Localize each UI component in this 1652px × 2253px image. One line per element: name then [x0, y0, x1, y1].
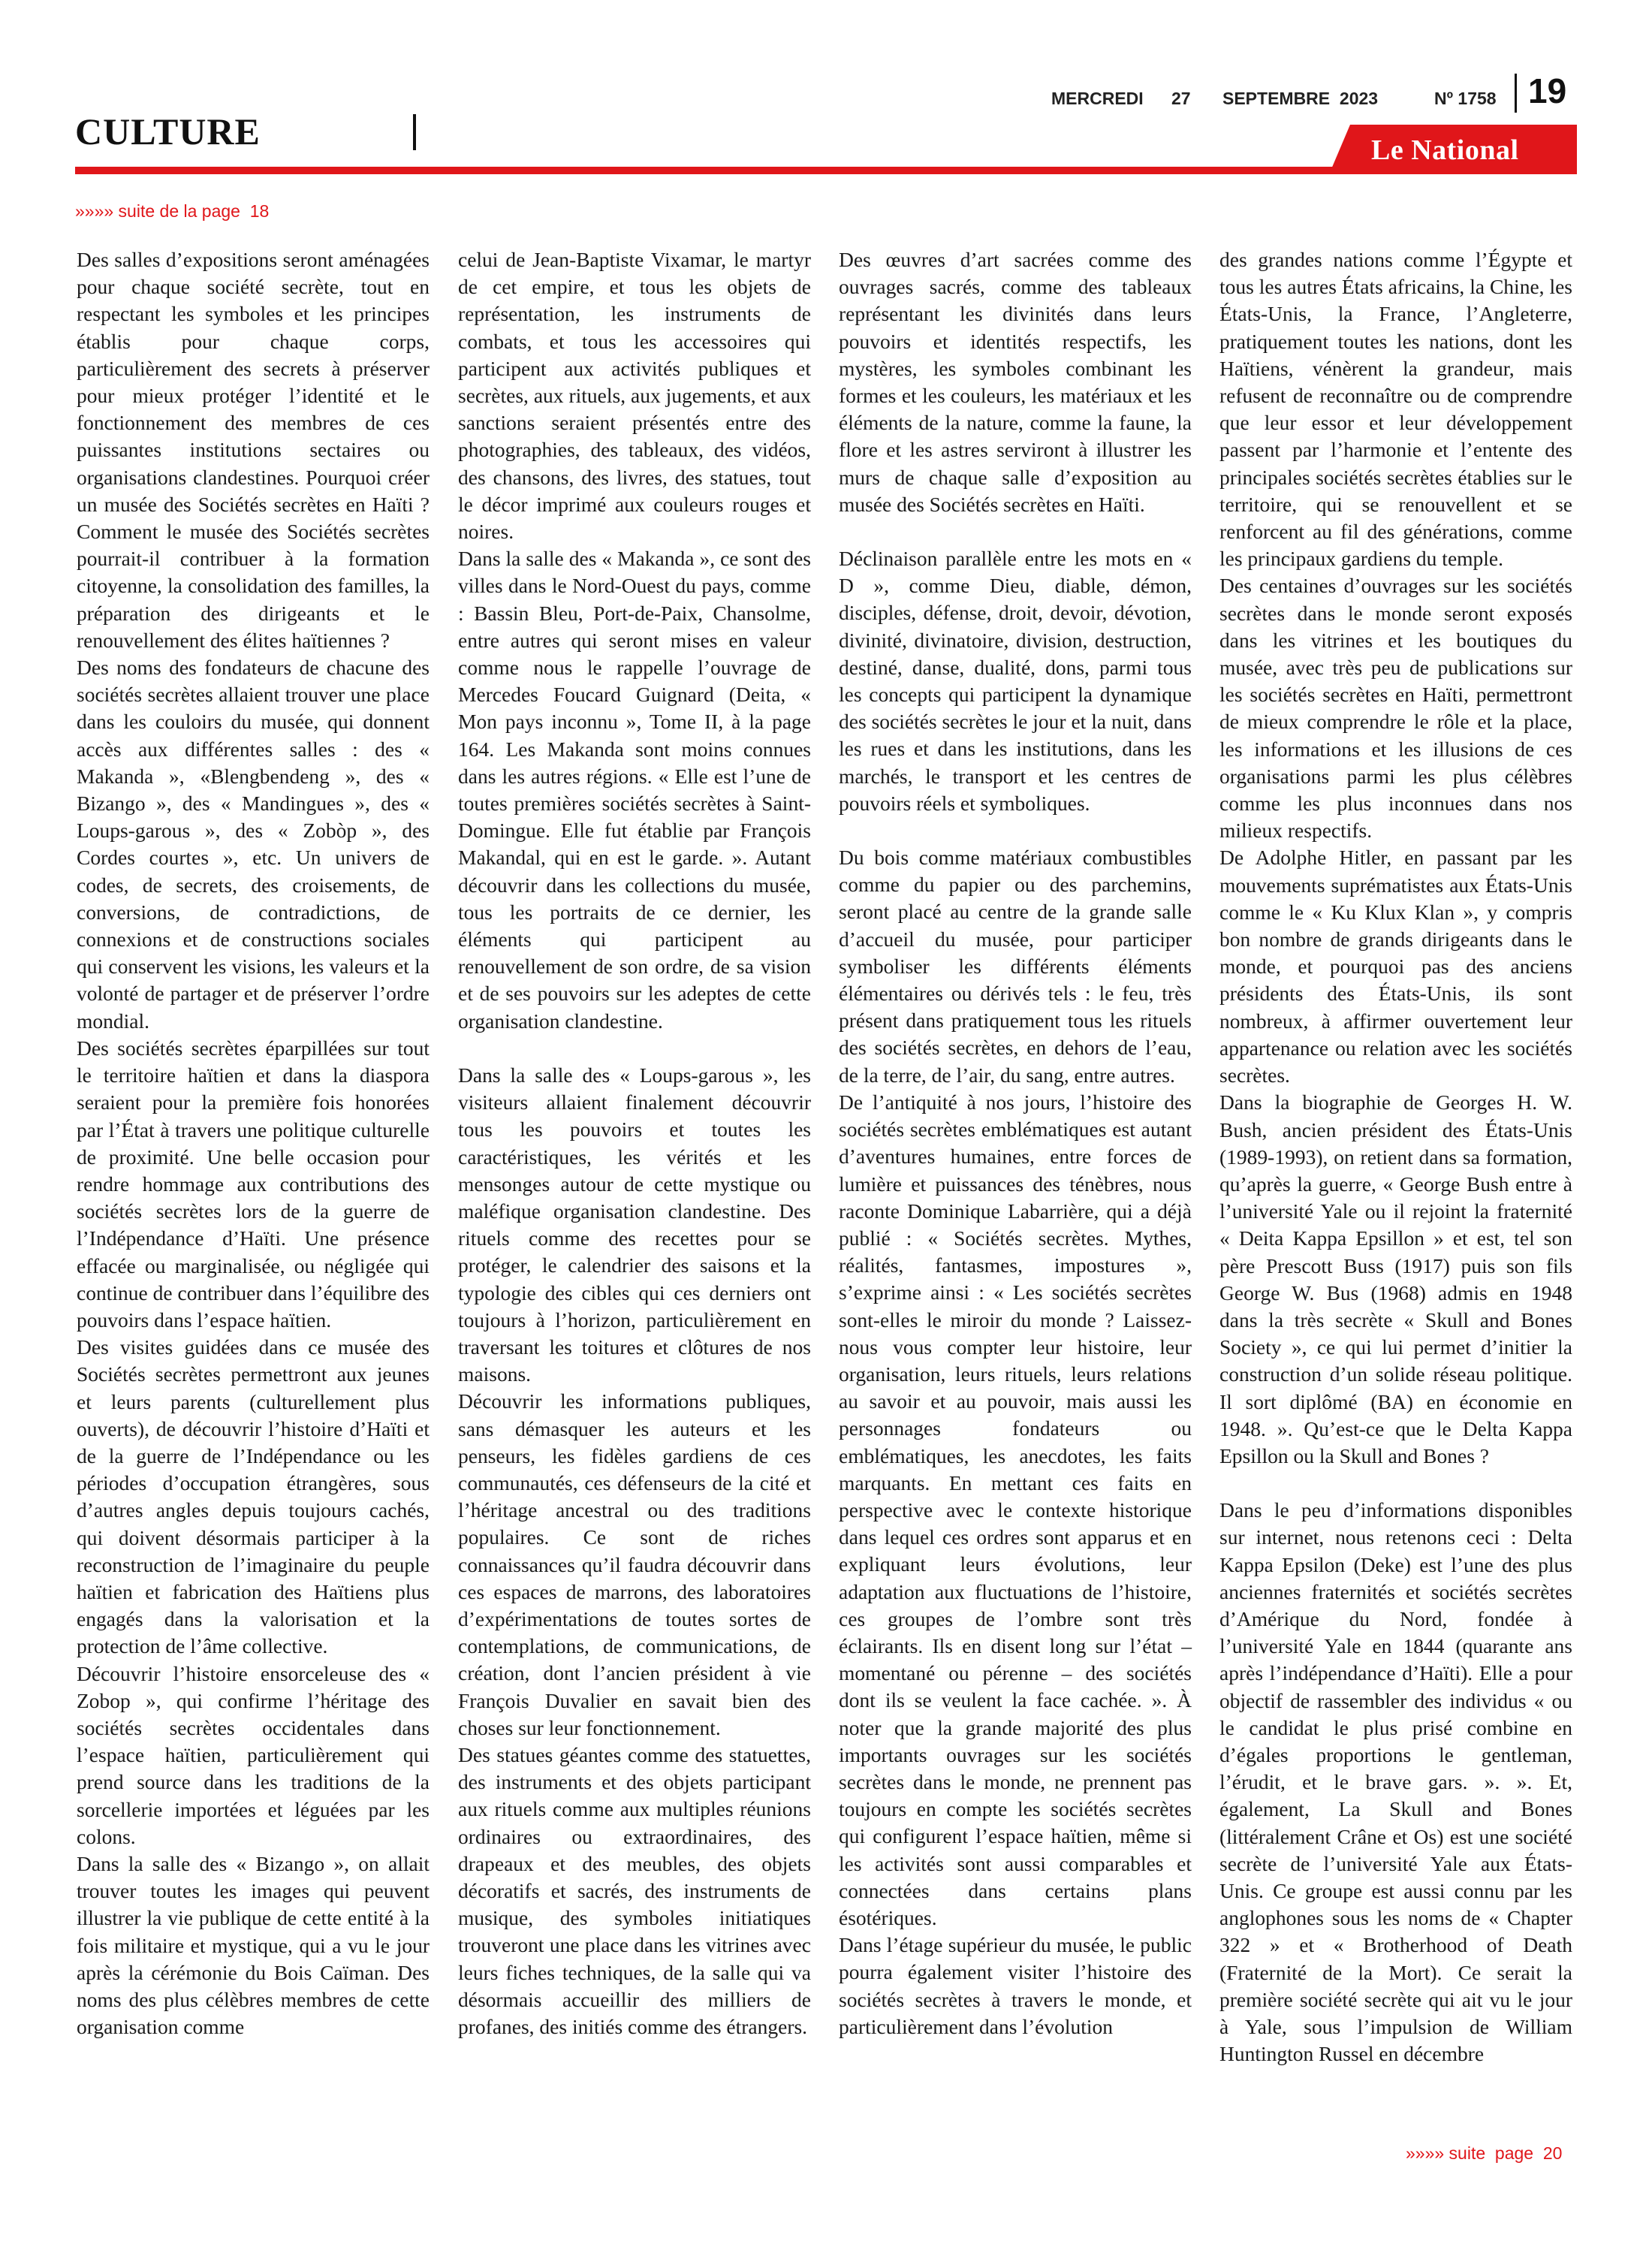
article-paragraph: Des statues géantes comme des statuettes, des instruments et des objets participant aux rituels comme aux multiples réunions ordinaires ou extraordinaires, des drapeaux et des meubles, des objets décoratifs et sacrés, des instruments de musique, des symboles initiatiques trouveront une place dans les vitrines avec leurs fiches techniques, de la salle qui va désormais accueillir des milliers de profanes, des initiés comme des étrangers.: [458, 1742, 811, 2038]
article-paragraph: Dans l’étage supérieur du musée, le public pourra également visiter l’histoire des sociétés secrètes à travers le monde, et particulièrement dans l’évolution: [839, 1933, 1192, 2038]
article-paragraph: Dans le peu d’informations disponibles sur internet, nous retenons ceci : Delta Kappa Epsilon (Deke) est l’une des plus anciennes fraternités et sociétés secrètes d’Amérique du Nord, fondée à l’université Yale en 1844 (quarante ans après l’indépendance d’Haïti). Elle a pour objectif de rassembler des individus « ou le candidat le plus prisé combine en d’égales proportions le gentleman, l’érudit, et le brave gars. ». ». Et, également, La Skull and Bones (littéralement Crâne et Os) est une société secrète de l’université Yale aux États-Unis. Ce groupe est aussi connu par les anglophones sous les noms de « Chapter 322 » et « Brotherhood of Death (Fraternité de la Mort). Ce serait la première société secrète qui ait vu le jour à Yale, sous l’impulsion de William Huntington Russel en décembre: [1219, 1498, 1572, 2066]
continued-to-link[interactable]: »»»» suite page 20: [1406, 2143, 1563, 2163]
article-paragraph: Des sociétés secrètes éparpillées sur tout le territoire haïtien et dans la diaspora seraient pour la première fois honorées par l’État à travers une politique culturelle de proximité. Une belle occasion pour rendre hommage aux contributions des sociétés secrètes lors de la guerre de l’Indépendance d’Haïti. Une présence effacée ou marginalisée, ou négligée qui continue de contribuer dans l’équilibre des pouvoirs dans l’espace haïtien.: [77, 1036, 430, 1332]
section-divider: [413, 114, 416, 150]
article-paragraph: Du bois comme matériaux combustibles comme du papier ou des parchemins, seront placé au centre de la grande salle d’accueil du musée, pour participer symboliser les différents éléments élémentaires ou dérivés tels : le feu, très présent dans pratiquement tous les rituels des sociétés secrètes, en dehors de l’eau, de la terre, de l’air, du sang, entre autres.: [839, 846, 1192, 1087]
publication-name: Le National: [1371, 134, 1519, 166]
article-paragraph: Dans la salle des « Bizango », on allait trouver toutes les images qui peuvent illustrer la vie publique de cette entité à la fois militaire et mystique, qui a vu le jour après la cérémonie du Bois Caïman. Des noms des plus célèbres membres de cette organisation comme: [77, 1851, 430, 2039]
continued-from-link[interactable]: »»»» suite de la page 18: [75, 201, 270, 221]
page-number: 19: [1528, 71, 1567, 110]
article-column-2: [458, 246, 811, 2040]
article-paragraph: des grandes nations comme l’Égypte et tous les autres États africains, la Chine, les États-Unis, la France, l’Angleterre, pratiquement toutes les nations, dont les Haïtiens, vénèrent la grandeur, mais refusent de reconnaître ou de comprendre que leur essor et leur développement passent par l’harmonie et l’entente des principales sociétés secrètes établies sur le territoire, qui se renouvellent et se renforcent au fil des générations, comme les principaux gardiens du temple.: [1219, 248, 1572, 571]
issue-number: Nº 1758: [1434, 89, 1497, 108]
article-paragraph: Des noms des fondateurs de chacune des sociétés secrètes allaient trouver une place dans les couloirs du musée, qui donnent accès aux différentes salles : des « Makanda », «Blengbendeng », des « Bizango », des « Mandingues », des « Loups-garous », des « Zobòp », des Cordes courtes », etc. Un univers de codes, de secrets, des croisements, de conversions, de contradictions, de connexions et de constructions sociales qui conservent les visions, les valeurs et la volonté de partager et de préserver l’ordre mondial.: [77, 656, 430, 1033]
date-day: 27: [1171, 89, 1191, 108]
article-column-4: [1219, 246, 1572, 2068]
header-rule: [75, 167, 1577, 174]
article-paragraph: Des œuvres d’art sacrées comme des ouvrages sacrés, comme des tableaux représentant les divinités dans leurs pouvoirs et identités respectifs, les mystères, les symboles combinant les formes et les couleurs, les matériaux et les éléments de la nature, comme la faune, la flore et les astres serviront à illustrer les murs de chaque salle d’exposition au musée des Sociétés secrètes en Haïti.: [839, 248, 1192, 516]
article-paragraph: Des visites guidées dans ce musée des Sociétés secrètes permettront aux jeunes et leurs parents (culturellement plus ouverts), de découvrir l’histoire d’Haïti et de la guerre de l’Indépendance ou les périodes d’occupation étrangères, sous d’autres angles depuis toujours cachés, qui doivent désormais participer à la reconstruction de l’imaginaire du peuple haïtien et fabrication des Haïtiens plus engagés dans la valorisation et la protection de l’âme collective.: [77, 1335, 430, 1658]
article-paragraph: Dans la biographie de Georges H. W. Bush, ancien président des États-Unis (1989-1993), on retient dans sa formation, qu’après la guerre, « George Bush entre à l’université Yale ou il rejoint la fraternité « Deita Kappa Epsillon » et est, tel son père Prescott Buss (1917) puis son fils George W. Bus (1968) admis en 1948 dans la très secrète « Skull and Bones Society », ce qui lui permet d’initier la construction d’un solide réseau politique. Il sort diplômé (BA) en économie en 1948. ». Qu’est-ce que le Delta Kappa Epsillon ou la Skull and Bones ?: [1219, 1090, 1572, 1467]
article-paragraph: Découvrir l’histoire ensorceleuse des « Zobop », qui confirme l’héritage des sociétés secrètes occidentales dans l’espace haïtien, particulièrement qui prend source dans les traditions de la sorcellerie importées et léguées par les colons.: [77, 1661, 430, 1848]
article-paragraph: De l’antiquité à nos jours, l’histoire des sociétés secrètes emblématiques est autant d’aventures humaines, entre forces de lumière et puissances des ténèbres, nous raconte Dominique Labarrière, qui a déjà publié : « Sociétés secrètes. Mythes, réalités, fantasmes, impostures », s’exprime ainsi : « Les sociétés secrètes sont-elles le miroir du monde ? Laissez-nous vous compter leur histoire, leur organisation, leurs rituels, leurs relations au savoir et au pouvoir, mais aussi les personnages fondateurs ou emblématiques, les anecdotes, les faits marquants. En mettant ces faits en perspective avec le contexte historique dans lequel ces ordres sont apparus et en expliquant leurs évolutions, leur adaptation aux fluctuations de l’histoire, ces groupes de l’ombre sont très éclairants. Ils en disent long sur l’état – momentané ou pérenne – des sociétés dont ils se veulent la face cachée. ». À noter que la grande majorité des plus importants ouvrages sur les sociétés secrètes dans le monde, ne prennent pas toujours en compte les sociétés secrètes qui configurent l’espace haïtien, même si les activités sont aussi comparables et connectées dans certains plans ésotériques.: [839, 1090, 1192, 1929]
article-paragraph: Découvrir les informations publiques, sans démasquer les auteurs et les penseurs, les fidèles gardiens de ces communautés, ces défenseurs de la cité et l’héritage ancestral ou des traditions populaires. Ce sont de riches connaissances qu’il faudra découvrir dans ces espaces de marrons, des laboratoires d’expérimentations de toutes sortes de contemplations, de communications, de création, dont l’ancien président à vie François Duvalier en savait bien des choses sur leur fonctionnement.: [458, 1389, 811, 1739]
article-paragraph: De Adolphe Hitler, en passant par les mouvements suprématistes aux États-Unis comme le « Ku Klux Klan », y compris bon nombre de grands dirigeants dans le monde, et pourquoi pas des anciens présidents des États-Unis, ils sont nombreux, à affirmer ouvertement leur appartenance ou relation avec les sociétés secrètes.: [1219, 846, 1572, 1087]
article-paragraph: Déclinaison parallèle entre les mots en « D », comme Dieu, diable, démon, disciples, défense, droit, devoir, dévotion, divinité, divinatoire, division, destruction, destiné, danse, dualité, dons, parmi tous les concepts qui participent la dynamique des sociétés secrètes le jour et la nuit, dans les rues et dans les institutions, dans les marchés, le transport et les centres de pouvoirs réels et symboliques.: [839, 547, 1192, 815]
article-paragraph: Des salles d’expositions seront aménagées pour chaque société secrète, tout en respectant les symboles et les principes établis pour chaque corps, particulièrement des secrets à préserver pour mieux protéger l’identité et le fonctionnement des membres de ces puissantes institutions sectaires ou organisations clandestines. Pourquoi créer un musée des Sociétés secrètes en Haïti ? Comment le musée des Sociétés secrètes pourrait-il contribuer à la formation citoyenne, la consolidation des familles, la préparation des dirigeants et le renouvellement des élites haïtiennes ?: [77, 248, 430, 652]
article-paragraph: Dans la salle des « Makanda », ce sont des villes dans le Nord-Ouest du pays, comme : Bassin Bleu, Port-de-Paix, Chansolme, entre autres qui seront mises en valeur comme nous le rappelle l’ouvrage de Mercedes Foucard Guignard (Deita, « Mon pays inconnu », Tome II, à la page 164. Les Makanda sont moins connues dans les autres régions. « Elle est l’une de toutes premières sociétés secrètes à Saint-Domingue. Elle fut établie par François Makandal, qui en est le garde. ». Autant découvrir dans les collections du musée, tous les portraits de ce dernier, les éléments qui participent au renouvellement de son ordre, de sa vision et de ses pouvoirs sur les adeptes de cette organisation clandestine.: [458, 547, 811, 1033]
article-column-3: [839, 246, 1192, 2040]
article-paragraph: Des centaines d’ouvrages sur les sociétés secrètes dans le monde seront exposés dans les vitrines et les boutiques du musée, avec très peu de publications sur les sociétés secrètes en Haïti, permettront de mieux comprendre le rôle et la place, les informations et les illusions de ces organisations parmi les plus célèbres comme les plus inconnues dans nos milieux respectifs.: [1219, 574, 1572, 843]
article-paragraph: Dans la salle des « Loups-garous », les visiteurs allaient finalement découvrir tous les pouvoirs et toutes les caractéristiques, les vérités et les mensonges autour de cette mystique ou maléfique organisation clandestine. Des rituels comme des recettes pour se protéger, le calendrier des saisons et la typologie des cibles qui ces derniers ont toujours à l’horizon, particulièrement en traversant les toitures et clôtures de nos maisons.: [458, 1063, 811, 1386]
date-month-year: SEPTEMBRE 2023: [1222, 89, 1379, 108]
date-weekday: MERCREDI: [1051, 89, 1144, 108]
article-column-1: [77, 246, 430, 2040]
section-title: CULTURE: [75, 110, 261, 152]
page-number-divider: [1515, 74, 1517, 113]
article-paragraph: celui de Jean-Baptiste Vixamar, le martyr de cet empire, et tous les objets de représentation, les instruments de combats, et tous les accessoires qui participent aux activités publiques et secrètes, aux rituels, aux jugements, et aux sanctions seraient présentés entre des photographies, des tableaux, des vidéos, des chansons, des livres, des statues, tout le décor imprimé aux couleurs rouges et noires.: [458, 248, 811, 544]
